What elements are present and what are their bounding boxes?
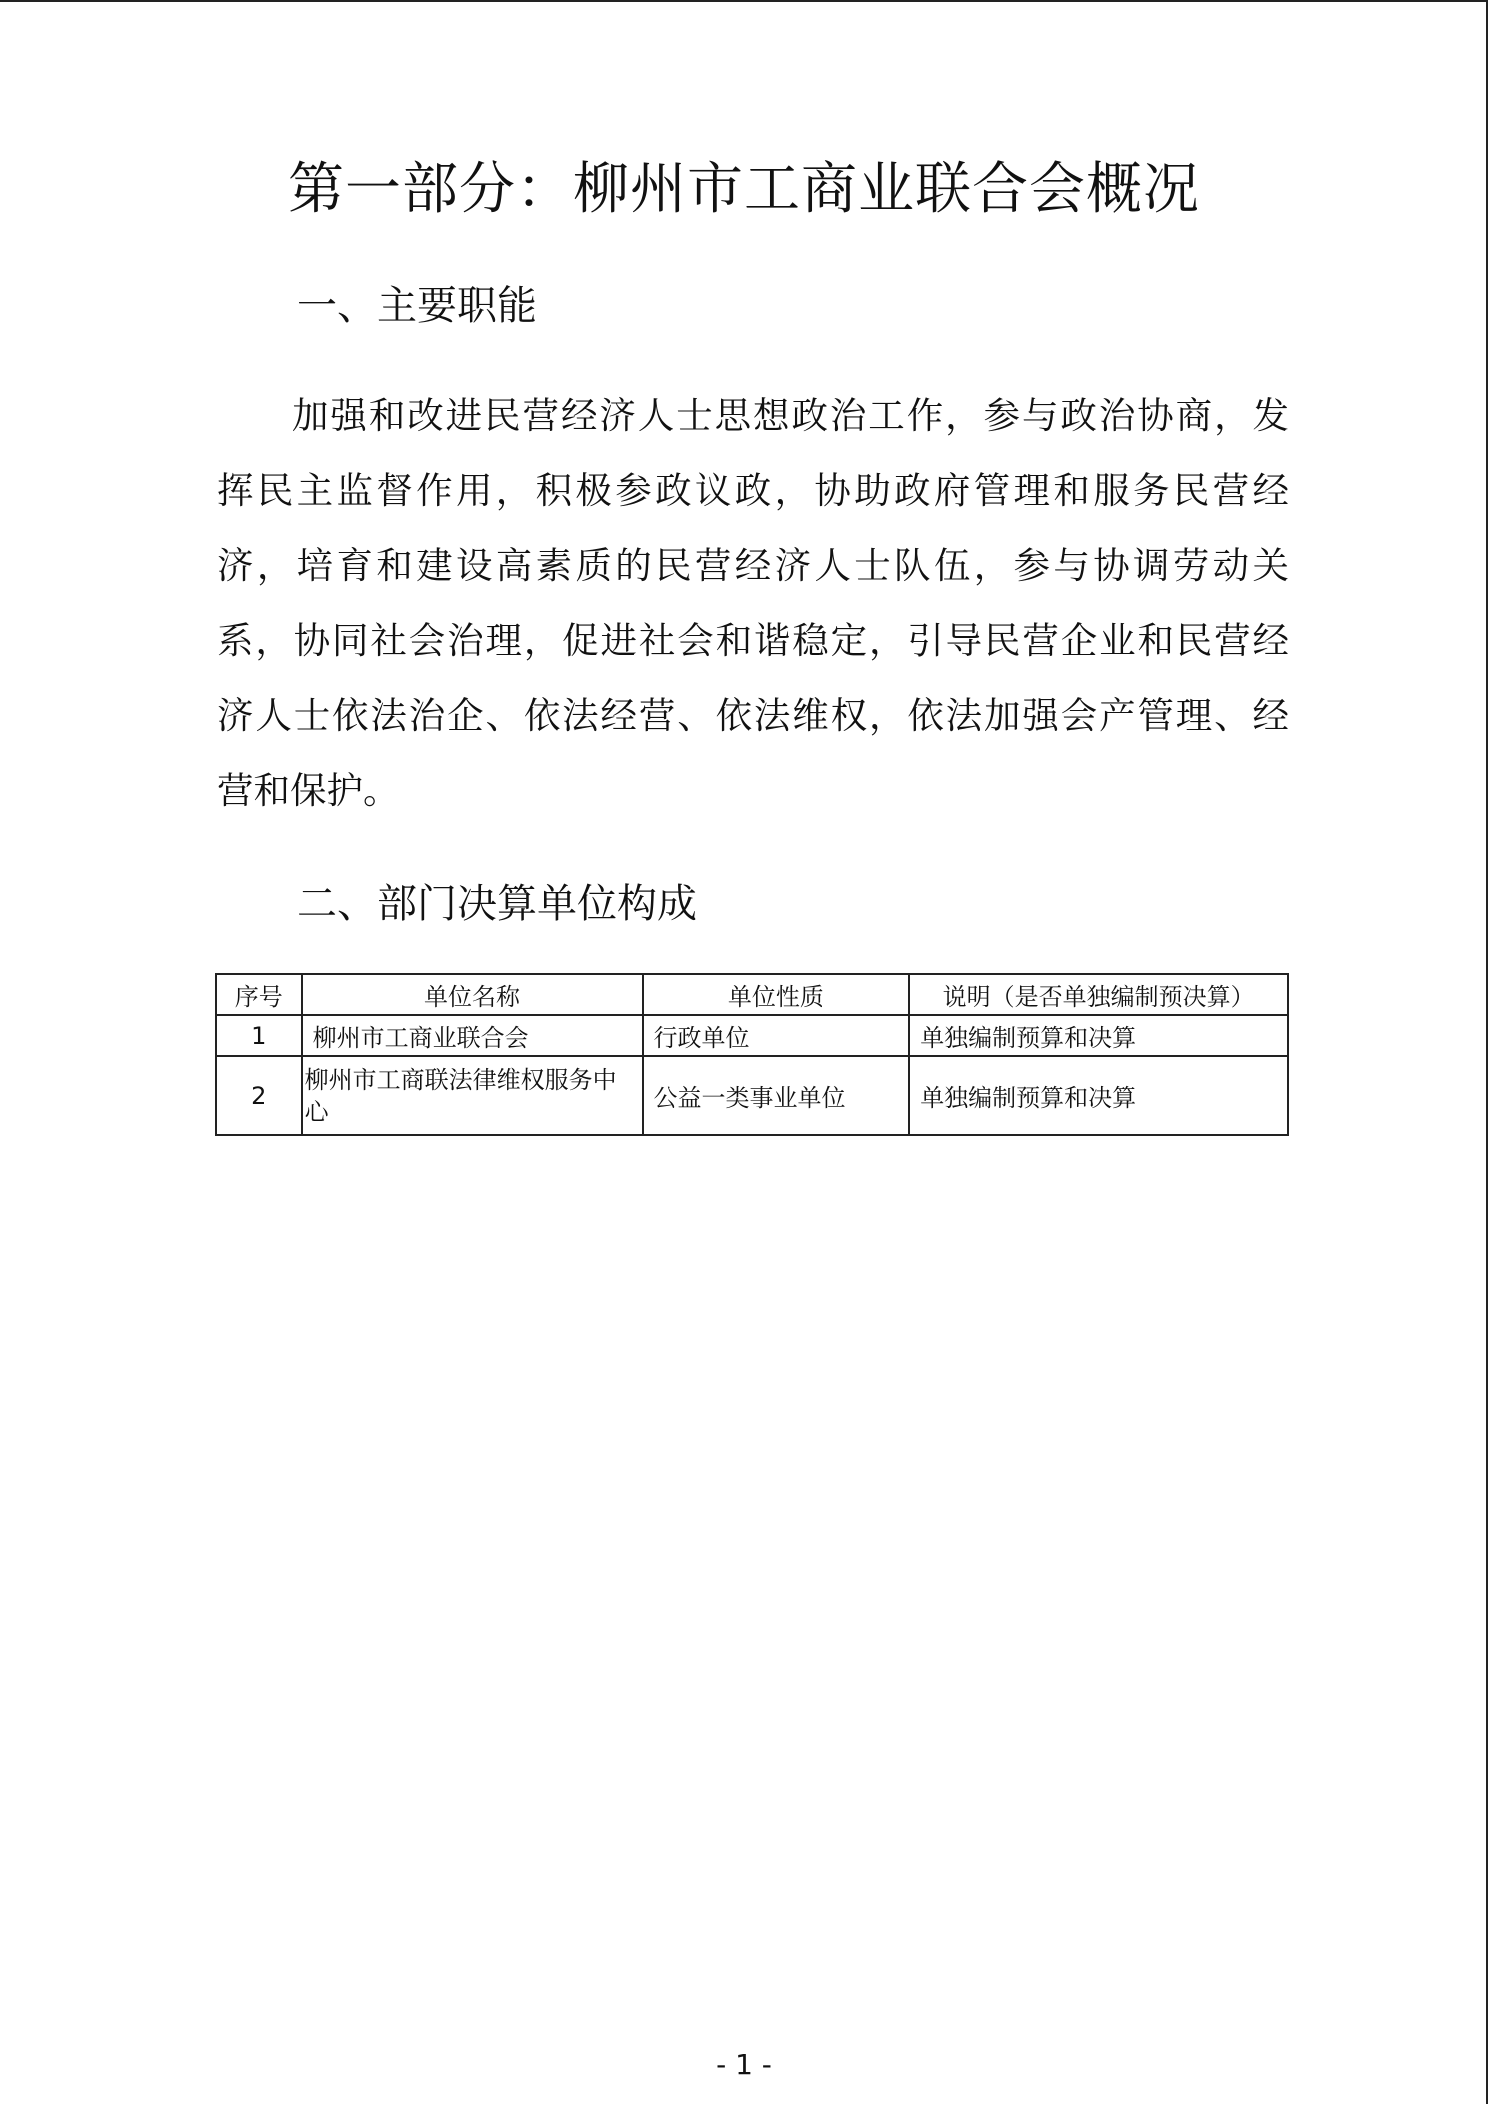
page-border-top [0, 0, 1488, 2]
units-table [215, 973, 1289, 1136]
header-cell-no: 序号 [216, 974, 302, 1015]
table-header-row [216, 974, 1288, 1015]
page-number: - 1 - [716, 2048, 772, 2081]
cell-desc: 单独编制预算和决算 [909, 1015, 1288, 1056]
paragraph-line: 系，协同社会治理，促进社会和谐稳定，引导民营企业和民营经 [217, 619, 1289, 662]
paragraph-line: 营和保护。 [217, 769, 400, 812]
cell-name-text: 柳州市工商联法律维权服务中心 [304, 1065, 617, 1126]
cell-type: 公益一类事业单位 [643, 1056, 910, 1135]
functions-paragraph [217, 378, 1289, 828]
header-cell-name: 单位名称 [302, 974, 643, 1015]
cell-no: 1 [216, 1015, 302, 1056]
table-row [216, 1015, 1288, 1056]
paragraph-line: 济人士依法治企、依法经营、依法维权，依法加强会产管理、经 [217, 694, 1289, 737]
header-cell-desc: 说明（是否单独编制预决算） [909, 974, 1288, 1015]
table-row [216, 1056, 1288, 1135]
document-title: 第一部分：柳州市工商业联合会概况 [288, 157, 1200, 222]
section-heading-functions: 一、主要职能 [297, 283, 537, 329]
cell-type: 行政单位 [643, 1015, 910, 1056]
section-heading-units: 二、部门决算单位构成 [297, 881, 697, 927]
paragraph-line: 挥民主监督作用，积极参政议政，协助政府管理和服务民营经 [217, 469, 1289, 512]
paragraph-line: 加强和改进民营经济人士思想政治工作，参与政治协商，发 [292, 394, 1289, 437]
header-cell-type: 单位性质 [643, 974, 910, 1015]
cell-desc: 单独编制预算和决算 [909, 1056, 1288, 1135]
cell-name [302, 1056, 643, 1135]
cell-no: 2 [216, 1056, 302, 1135]
cell-name: 柳州市工商业联合会 [302, 1015, 643, 1056]
paragraph-line: 济，培育和建设高素质的民营经济人士队伍，参与协调劳动关 [217, 544, 1289, 587]
